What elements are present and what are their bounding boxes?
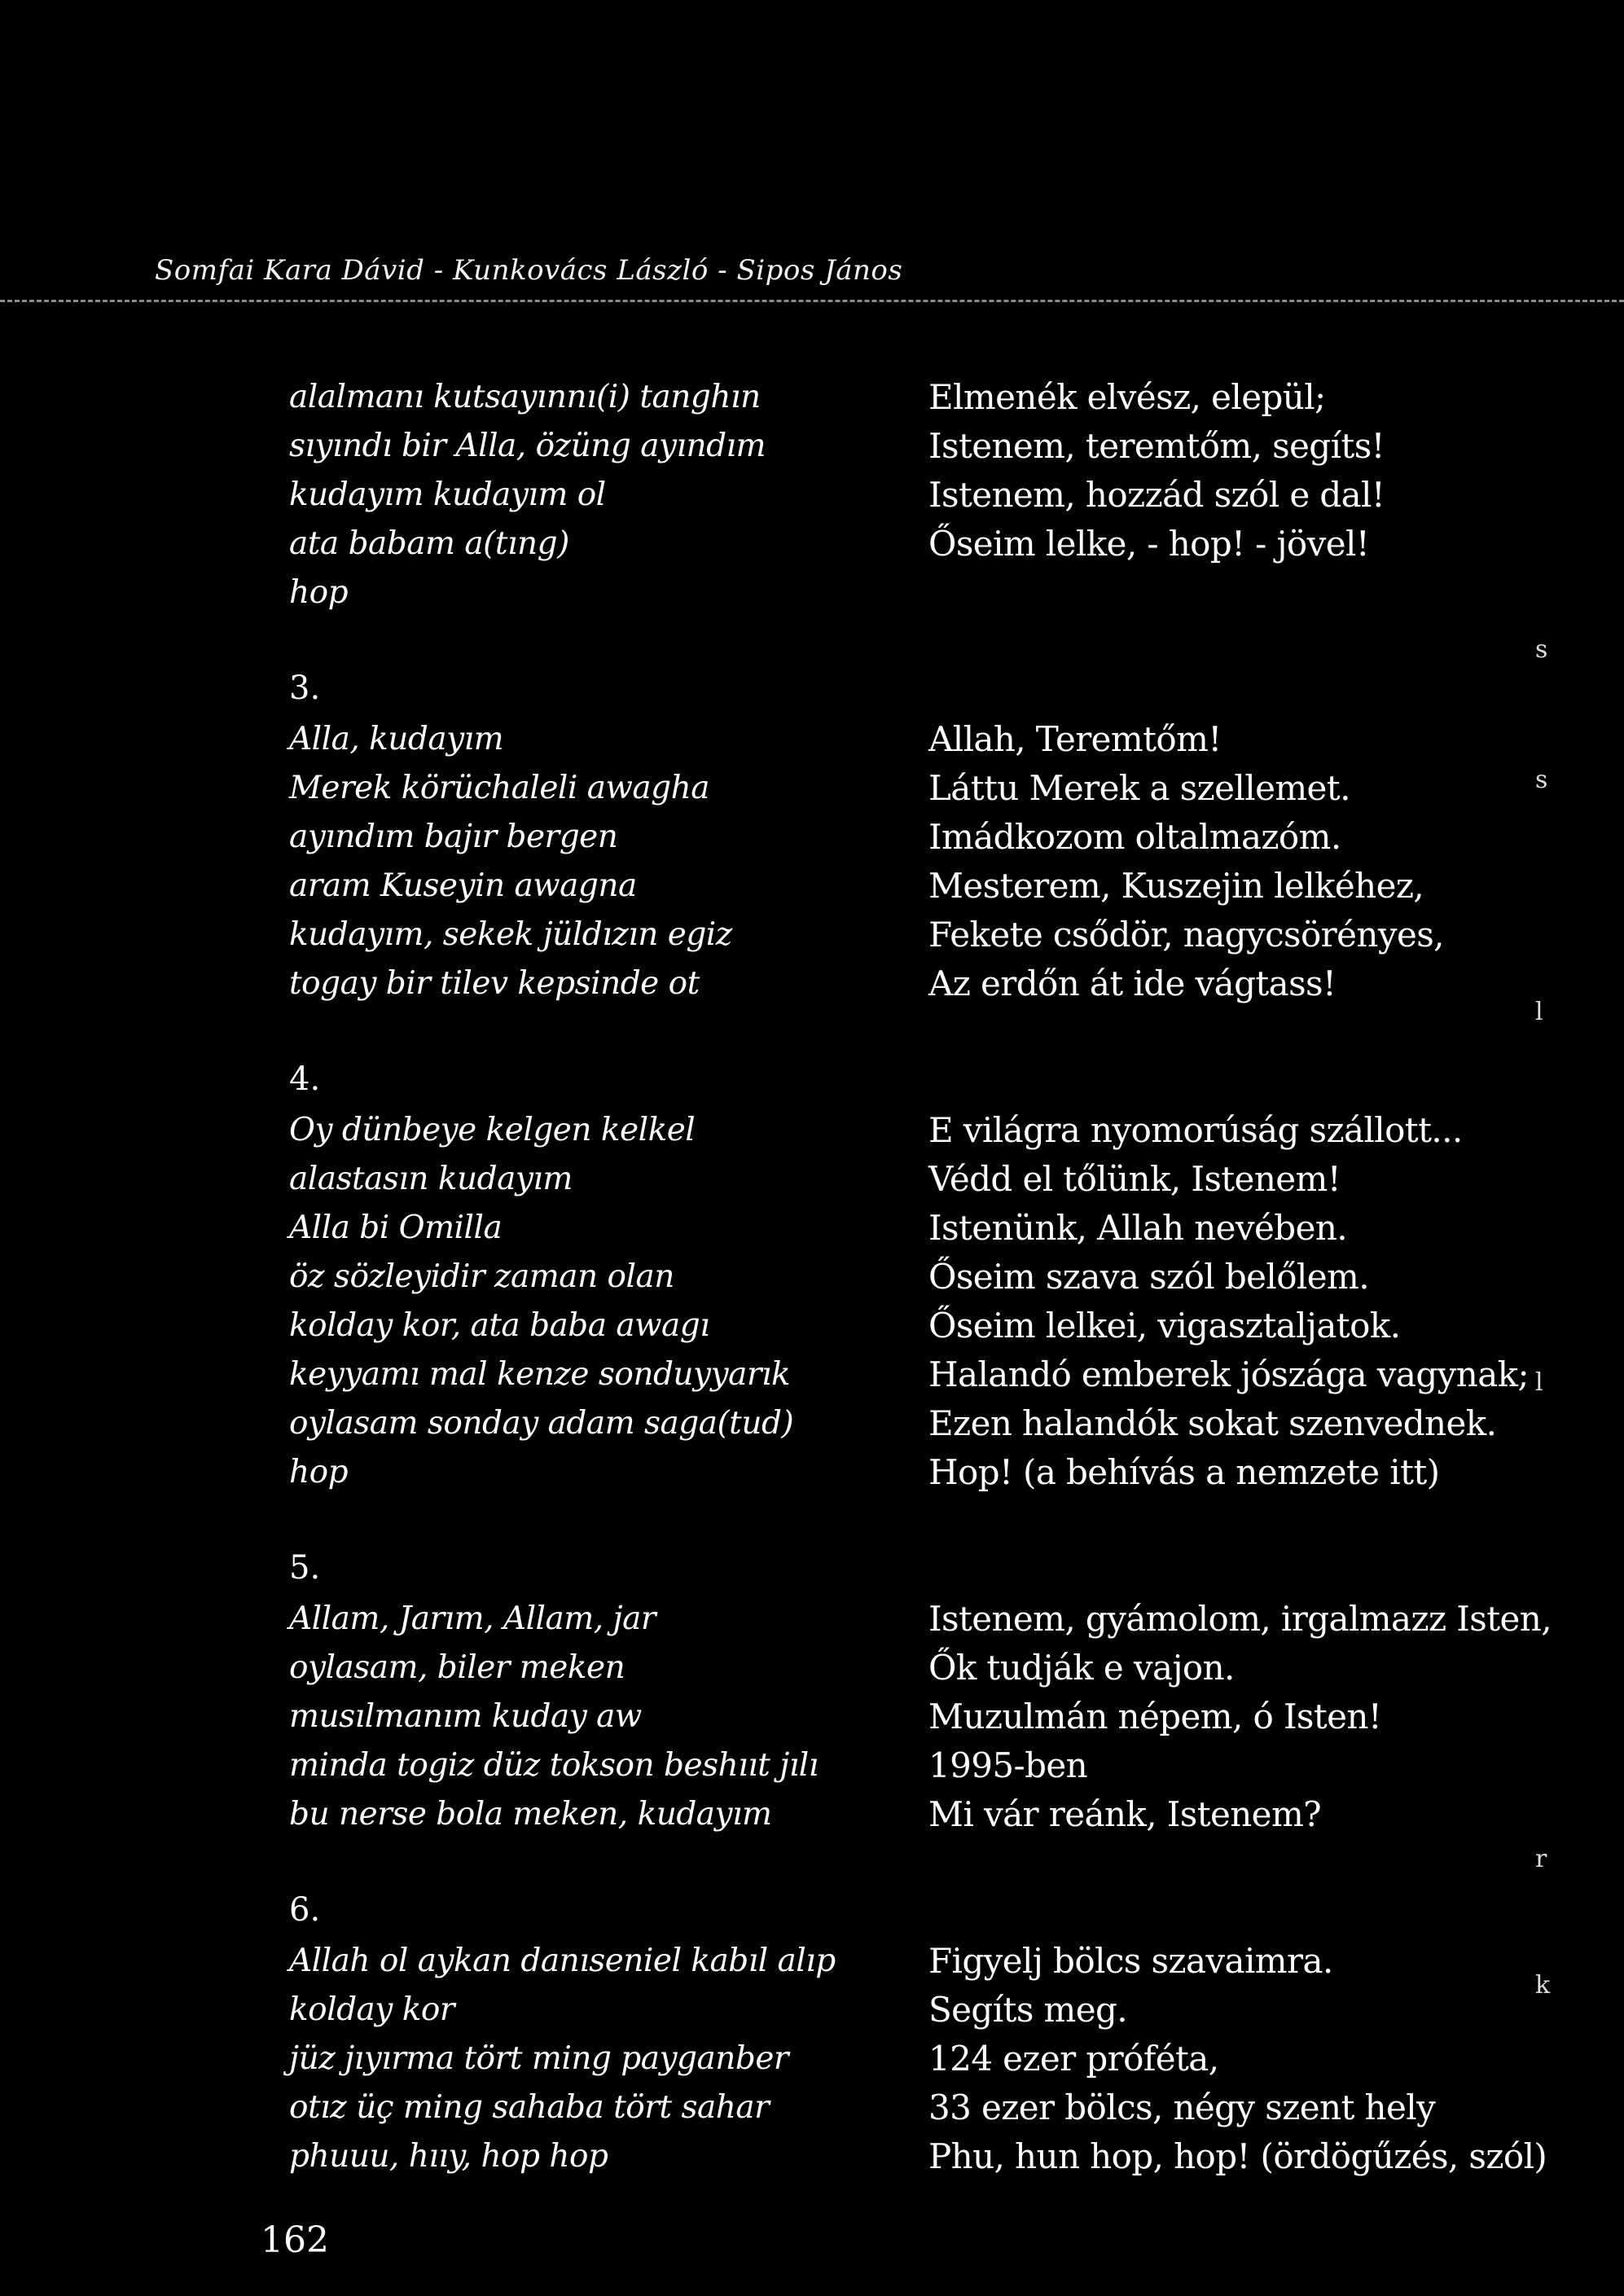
margin-mark: l [1535, 998, 1543, 1026]
translation-line: Fekete csődör, nagycsörényes, [928, 915, 1444, 955]
running-head: Somfai Kara Dávid - Kunkovács László - Sipos János [155, 254, 903, 287]
verse-line: Allam, Jarım, Allam, jar [289, 1600, 656, 1637]
translation-line: Figyelj bölcs szavaimra. [928, 1941, 1333, 1981]
margin-mark: l [1535, 1368, 1543, 1397]
verse-line: Allah ol aykan danıseniel kabıl alıp [289, 1943, 836, 1979]
translation-line: 1995-ben [928, 1745, 1088, 1785]
verse-line: alalmanı kutsayınnı(i) tanghın [289, 379, 761, 415]
verse-line: jüz jıyırma tört ming payganber [289, 2040, 789, 2077]
translation-line: Istenem, hozzád szól e dal! [928, 475, 1385, 515]
verse-line: kudayım, sekek jüldızın egiz [289, 916, 732, 953]
verse-line: Alla bi Omilla [289, 1209, 503, 1246]
translation-line: Muzulmán népem, ó Isten! [928, 1697, 1382, 1736]
verse-line: oylasam, biler meken [289, 1649, 625, 1686]
verse-line: ayındım bajır bergen [289, 819, 618, 855]
verse-line: otız üç ming sahaba tört sahar [289, 2089, 770, 2126]
verse-line: öz sözleyidir zaman olan [289, 1258, 674, 1295]
verse-line: ata babam a(tıng) [289, 525, 569, 562]
translation-line: Elmenék elvész, elepül; [928, 377, 1326, 417]
verse-line: Merek körüchaleli awagha [289, 770, 709, 806]
header-rule [0, 300, 1624, 302]
verse-line: Alla, kudayım [289, 721, 504, 757]
translation-line: Istenem, gyámolom, irgalmazz Isten, [928, 1599, 1552, 1639]
verse-line: oylasam sonday adam saga(tud) [289, 1405, 794, 1442]
translation-line: Láttu Merek a szellemet. [928, 768, 1350, 808]
translation-line: Őseim lelkei, vigasztaljatok. [928, 1306, 1401, 1346]
verse-line: minda togiz düz tokson beshııt jılı [289, 1747, 819, 1784]
translation-line: Védd el tőlünk, Istenem! [928, 1159, 1341, 1199]
translation-line: Imádkozom oltalmazóm. [928, 817, 1341, 857]
translation-line: Mesterem, Kuszejin lelkéhez, [928, 866, 1424, 906]
verse-line: musılmanım kuday aw [289, 1698, 642, 1735]
margin-mark: r [1535, 1845, 1547, 1873]
verse-line: bu nerse bola meken, kudayım [289, 1796, 772, 1833]
verse-line: hop [289, 574, 349, 611]
translation-line: E világra nyomorúság szállott... [928, 1110, 1463, 1150]
verse-line: phuuu, hııy, hop hop [289, 2138, 608, 2175]
stanza-number: 6. [289, 1891, 321, 1929]
verse-line: togay bir tilev kepsinde ot [289, 965, 700, 1002]
verse-line: kolday kor, ata baba awagı [289, 1307, 710, 1344]
translation-line: Őseim lelke, - hop! - jövel! [928, 524, 1370, 564]
stanza-number: 3. [289, 669, 321, 707]
stanza-number: 5. [289, 1549, 321, 1587]
translation-line: Hop! (a behívás a nemzete itt) [928, 1452, 1440, 1492]
stanza-number: 4. [289, 1060, 321, 1098]
translation-line: Az erdőn át ide vágtass! [928, 964, 1337, 1003]
translation-line: Segíts meg. [928, 1990, 1128, 2030]
translation-line: Phu, hun hop, hop! (ördögűzés, szól) [928, 2136, 1547, 2176]
translation-line: Allah, Teremtőm! [928, 719, 1222, 759]
translation-line: Ezen halandók sokat szenvednek. [928, 1403, 1497, 1443]
verse-line: keyyamı mal kenze sonduyyarık [289, 1356, 791, 1393]
margin-mark: k [1535, 1971, 1551, 2000]
translation-line: Istenem, teremtőm, segíts! [928, 426, 1385, 466]
verse-line: Oy dünbeye kelgen kelkel [289, 1112, 696, 1148]
translation-line: 33 ezer bölcs, négy szent hely [928, 2087, 1436, 2127]
margin-mark: s [1535, 766, 1548, 794]
verse-line: aram Kuseyin awagna [289, 867, 637, 904]
verse-line: kolday kor [289, 1991, 454, 2028]
translation-line: Mi vár reánk, Istenem? [928, 1794, 1322, 1834]
page-number: 162 [261, 2219, 329, 2261]
verse-line: alastasın kudayım [289, 1161, 573, 1197]
translation-line: 124 ezer próféta, [928, 2039, 1219, 2079]
translation-line: Istenünk, Allah nevében. [928, 1208, 1348, 1248]
translation-line: Halandó emberek jószága vagynak; [928, 1354, 1530, 1394]
verse-line: hop [289, 1454, 349, 1490]
translation-line: Őseim szava szól belőlem. [928, 1257, 1369, 1297]
verse-line: sıyındı bir Alla, özüng ayındım [289, 428, 766, 464]
margin-mark: s [1535, 635, 1548, 664]
verse-line: kudayım kudayım ol [289, 476, 606, 513]
translation-line: Ők tudják e vajon. [928, 1648, 1235, 1688]
